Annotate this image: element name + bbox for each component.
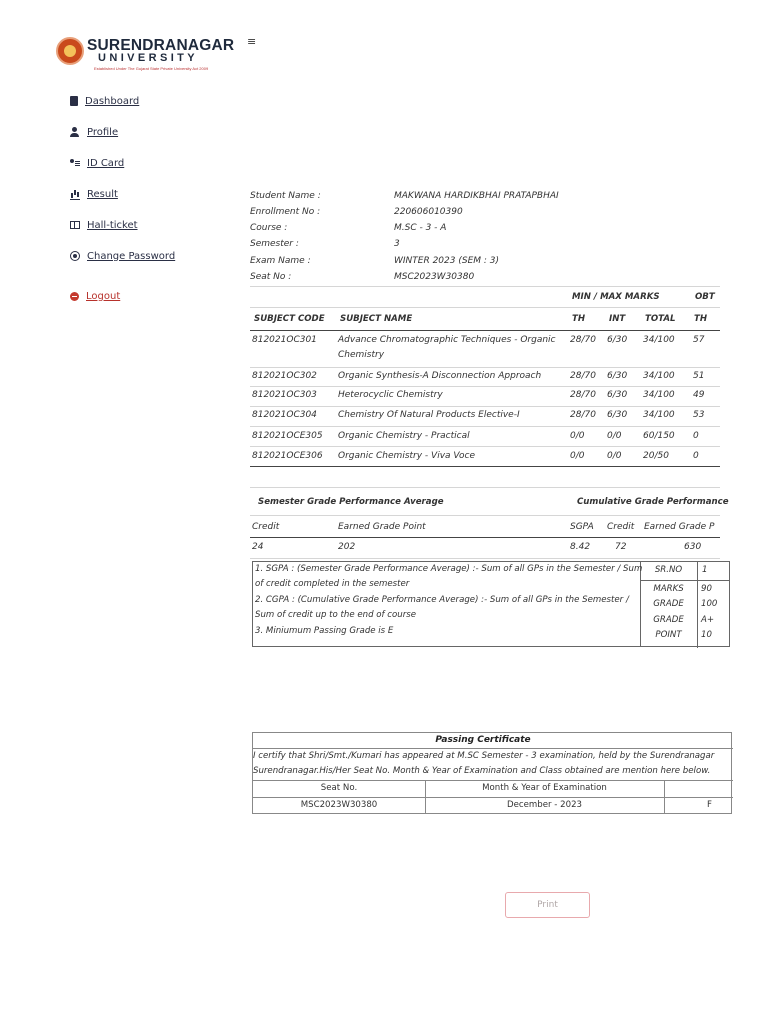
menu-toggle-icon[interactable]: ≡ [247,35,257,48]
subject-name: Organic Chemistry - Viva Voce [338,451,476,461]
min-max-group-header: MIN / MAX MARKS [572,292,660,302]
divider [250,386,720,387]
divider [250,406,720,407]
course-value: M.SC - 3 - A [394,223,447,233]
student-name-value: MAKWANA HARDIKBHAI PRATAPBHAI [394,191,559,201]
notes-box [252,561,641,647]
col-month-year: Month & Year of Examination [482,783,607,793]
divider [250,367,720,368]
col-th: TH [572,314,586,324]
col-sgpa: SGPA [570,522,594,532]
obtained-marks: 49 [693,390,705,400]
int-marks: 6/30 [607,390,628,400]
note-line: 1. SGPA : (Semester Grade Performance Average) :- Sum of all GPs in the Semester / Sum [255,564,643,574]
obtained-marks: 57 [693,335,705,345]
egp-cumulative-value: 630 [684,542,702,552]
th-marks: 28/70 [570,371,596,381]
grid-label: GRADE [653,615,684,625]
subject-code: 812021OC303 [252,390,317,400]
th-marks: 28/70 [570,390,596,400]
note-line: Sum of credit up to the end of course [255,610,416,620]
sidebar-item-label: Profile [87,126,119,138]
subject-name: Chemistry Of Natural Products Elective-I [338,410,520,420]
subject-name: Organic Synthesis-A Disconnection Approach [338,371,542,381]
divider [250,515,720,516]
enrollment-value: 220606010390 [394,207,463,217]
col-earned-grade-point: Earned Grade Point [338,522,426,532]
grid-value: 100 [701,599,718,609]
sidebar-item-label: Result [87,188,118,200]
credit-cumulative-value: 72 [615,542,627,552]
info-label: Course : [250,223,288,233]
certificate-text-line: Surendranagar.His/Her Seat No. Month & Year of Examination and Class obtained are mention here below. [253,766,711,776]
class-cell: F [707,800,712,810]
seat-no-cell: MSC2023W30380 [300,800,378,810]
logo-tagline: Established Under The Gujarat State Private University Act 2009 [94,66,209,71]
semester-value: 3 [394,239,400,249]
subject-name-cont: Chemistry [338,350,385,360]
grid-label: GRADE [653,599,684,609]
cgpa-title: Cumulative Grade Performance [577,497,729,507]
grid-label: POINT [655,630,682,640]
grid-value: 10 [701,630,712,640]
subject-name: Organic Chemistry - Practical [338,431,470,441]
int-marks: 6/30 [607,410,628,420]
info-label: Enrollment No : [250,207,321,217]
info-label: Exam Name : [250,256,311,266]
sgpa-title: Semester Grade Performance Average [258,497,444,507]
total-marks: 20/50 [643,451,669,461]
obtained-marks: 0 [693,451,699,461]
credit-value: 24 [252,542,264,552]
int-marks: 0/0 [607,451,622,461]
obtained-marks: 51 [693,371,705,381]
total-marks: 60/150 [643,431,675,441]
divider [250,307,720,308]
col-credit: Credit [252,522,280,532]
th-marks: 0/0 [570,431,585,441]
col-total: TOTAL [645,314,676,324]
total-marks: 34/100 [643,371,675,381]
seat-no-value: MSC2023W30380 [394,272,475,282]
col-seat-no: Seat No. [320,783,358,793]
divider [250,558,720,559]
divider [250,487,720,488]
sidebar-item-label: Logout [86,290,121,302]
col-obt-th: TH [694,314,708,324]
logo-subtitle: UNIVERSITY [98,52,199,64]
month-year-cell: December - 2023 [507,800,582,810]
int-marks: 6/30 [607,335,628,345]
info-label: Seat No : [250,272,292,282]
logo-title: SURENDRANAGAR [87,37,235,54]
note-line: 2. CGPA : (Cumulative Grade Performance Average) :- Sum of all GPs in the Semester / [255,595,629,605]
subject-code: 812021OCE305 [252,431,323,441]
sidebar-item-label: ID Card [87,157,125,169]
passing-certificate [252,732,732,814]
th-marks: 28/70 [570,410,596,420]
certificate-title: Passing Certificate [435,735,531,745]
th-marks: 28/70 [570,335,596,345]
col-subject-name: SUBJECT NAME [340,314,413,324]
int-marks: 0/0 [607,431,622,441]
total-marks: 34/100 [643,335,675,345]
grade-scale-grid [640,561,730,647]
info-label: Semester : [250,239,299,249]
total-marks: 34/100 [643,410,675,420]
divider [250,330,720,331]
grid-srno-label: SR.NO [654,565,683,575]
obtained-marks: 53 [693,410,705,420]
divider [250,286,720,287]
note-line: 3. Miniumum Passing Grade is E [255,626,394,636]
exam-name-value: WINTER 2023 (SEM : 3) [394,256,500,266]
subject-code: 812021OC304 [252,410,317,420]
sidebar-item-label: Hall-ticket [87,219,138,231]
col-subject-code: SUBJECT CODE [254,314,325,324]
print-button[interactable]: Print [505,892,590,918]
grid-value: A+ [701,615,715,625]
col-earned-grade-point-cumulative: Earned Grade P [644,522,715,532]
sidebar-item-label: Dashboard [85,95,140,107]
grid-value: 90 [701,584,712,594]
obtained-marks: 0 [693,431,699,441]
subject-name: Advance Chromatographic Techniques - Organic [338,335,556,345]
th-marks: 0/0 [570,451,585,461]
total-marks: 34/100 [643,390,675,400]
divider [250,537,720,538]
divider [250,426,720,427]
certificate-text-line: I certify that Shri/Smt./Kumari has appeared at M.SC Semester - 3 examination, held by the Surendranagar [253,751,715,761]
sidebar-item-label: Change Password [87,250,176,262]
note-line: of credit completed in the semester [255,579,410,589]
divider [250,446,720,447]
divider [250,466,720,467]
subject-code: 812021OC302 [252,371,317,381]
subject-name: Heterocyclic Chemistry [338,390,443,400]
sgpa-value: 8.42 [570,542,591,552]
earned-grade-point-value: 202 [338,542,356,552]
subject-code: 812021OC301 [252,335,317,345]
grid-srno-value: 1 [702,565,708,575]
col-int: INT [609,314,626,324]
obtained-group-header: OBT [695,292,715,302]
grid-label: MARKS [653,584,684,594]
int-marks: 6/30 [607,371,628,381]
subject-code: 812021OCE306 [252,451,323,461]
col-credit-cumulative: Credit [607,522,635,532]
info-label: Student Name : [250,191,321,201]
